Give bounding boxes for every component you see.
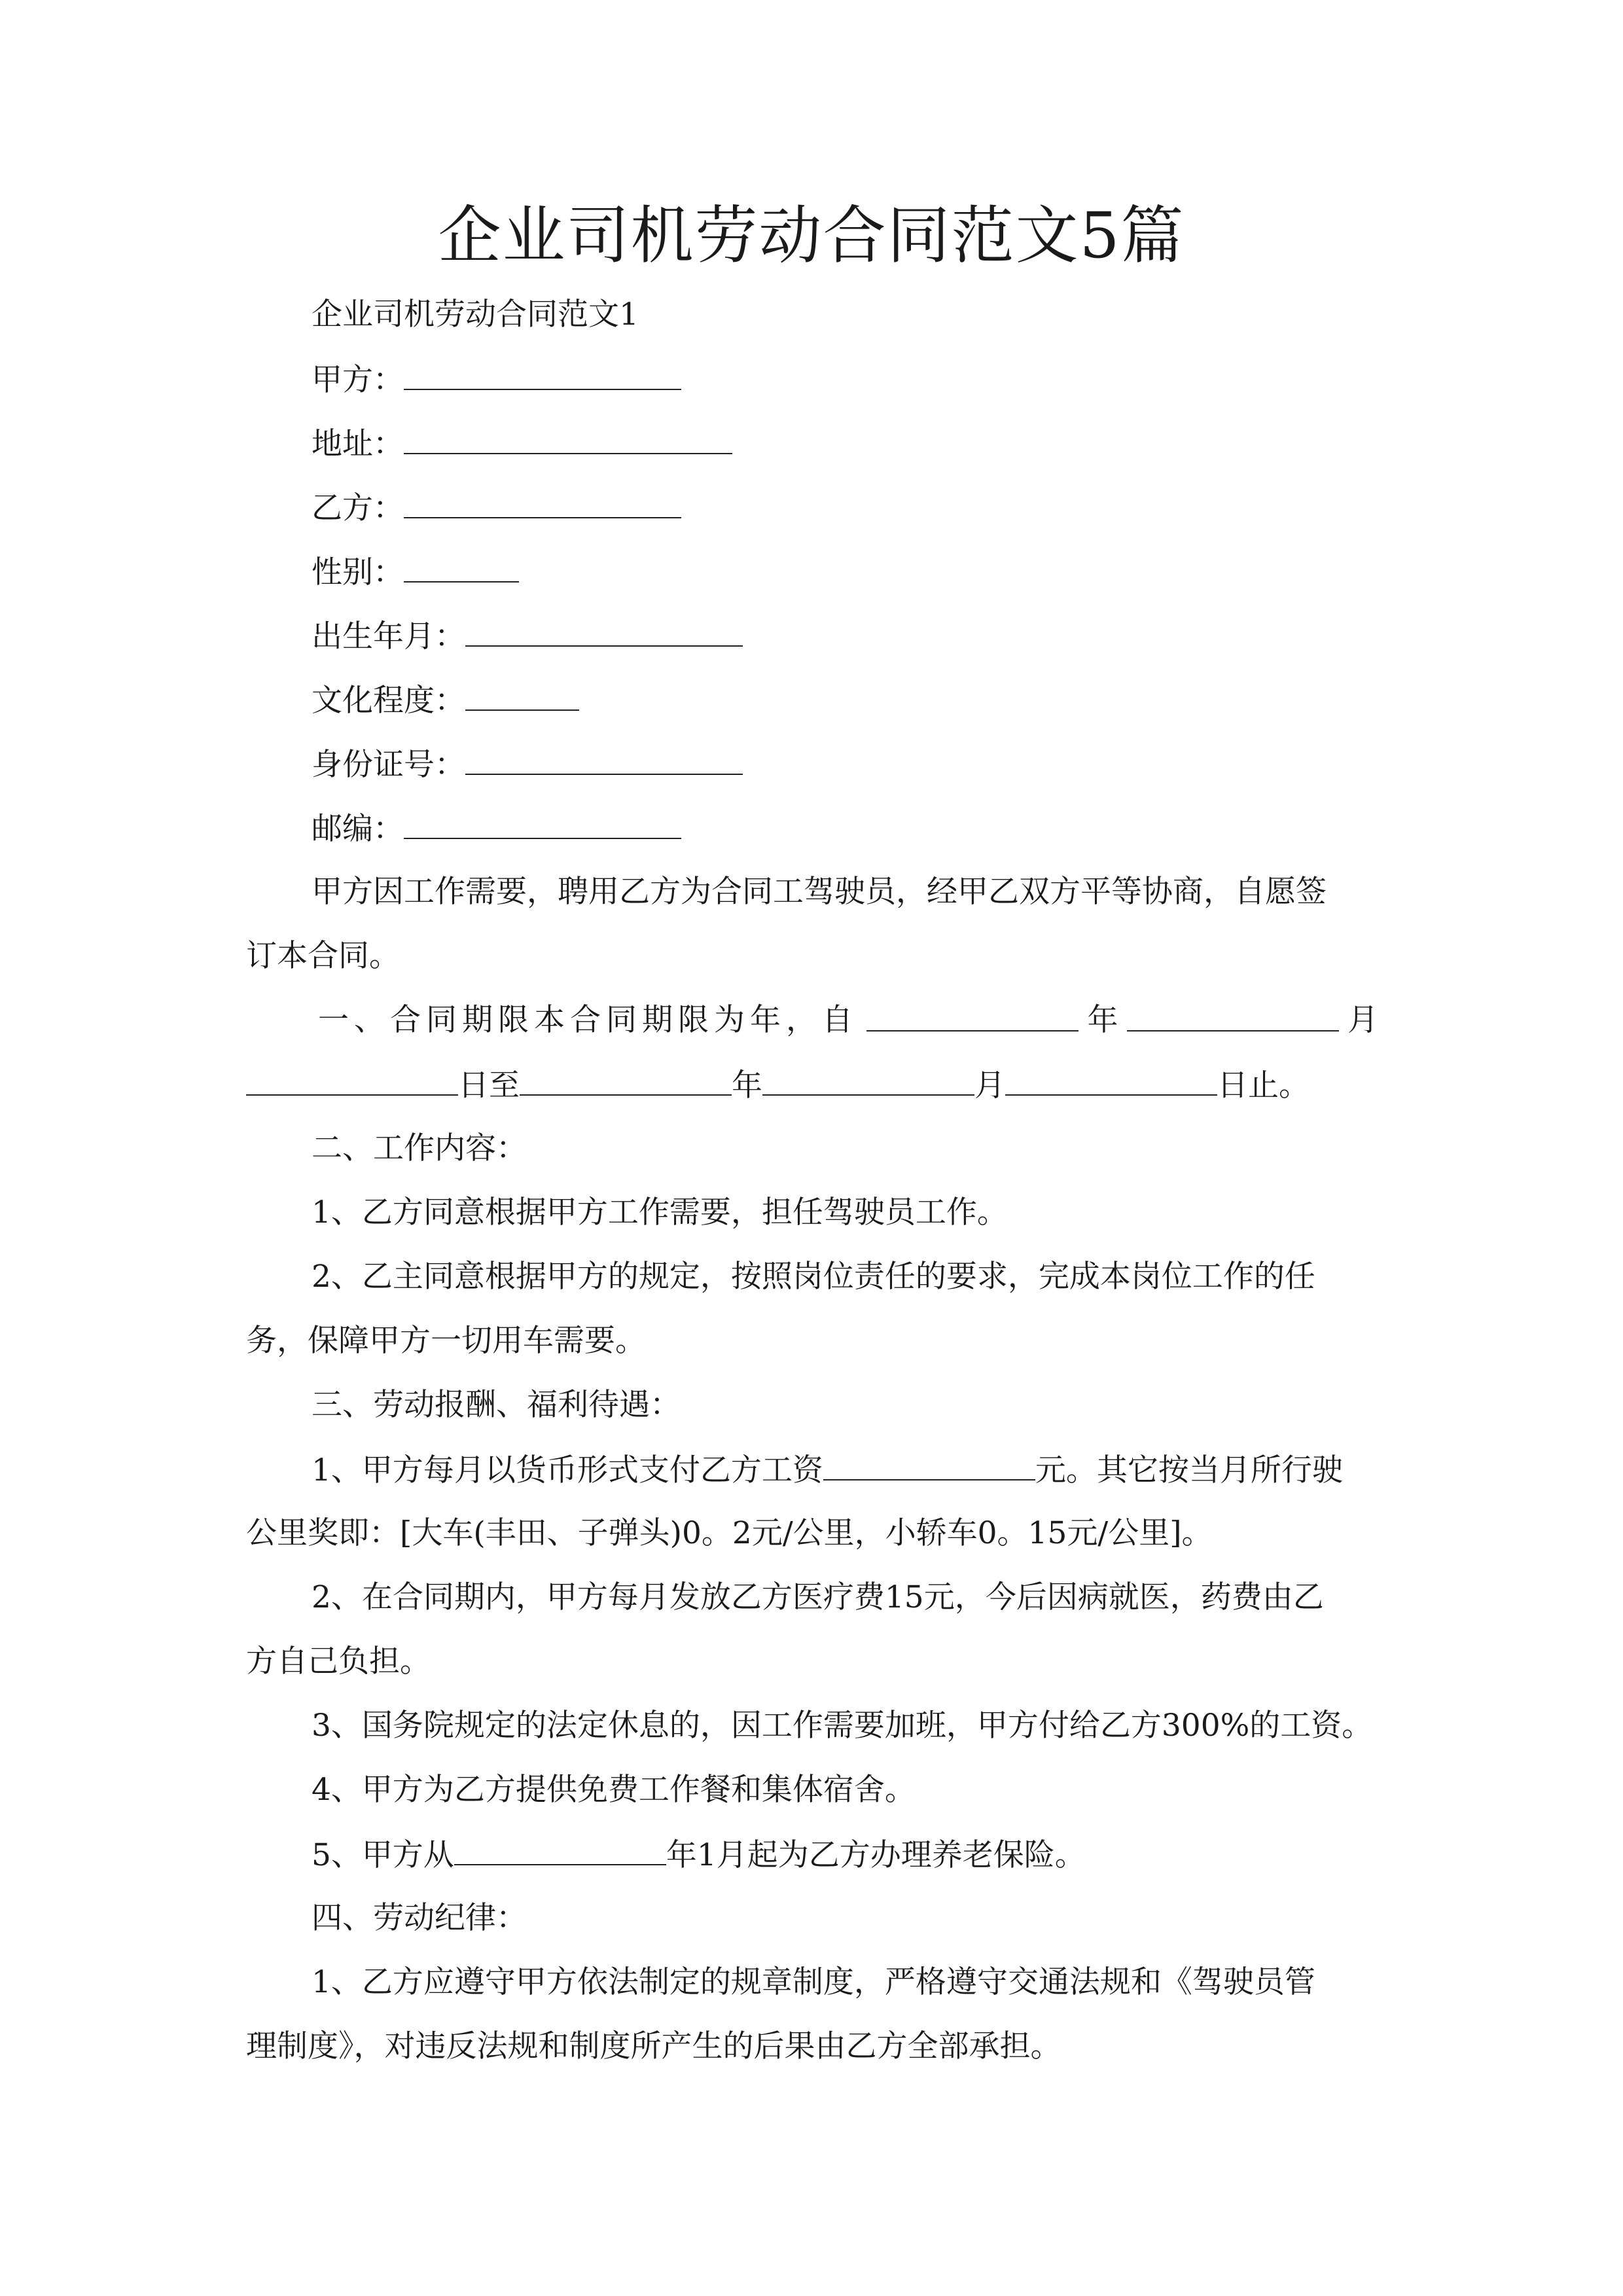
blank-line bbox=[404, 806, 681, 839]
field-label: 文化程度： bbox=[312, 683, 465, 719]
section-3-heading: 三、劳动报酬、福利待遇： bbox=[312, 1387, 681, 1423]
term-day-end: 日止。 bbox=[1217, 1067, 1310, 1103]
blank-line bbox=[866, 999, 1079, 1031]
section-4-item-1-line-2: 理制度》，对违反法规和制度所产生的后果由乙方全部承担。 bbox=[246, 2028, 1061, 2064]
pension-text-2: 年1月起为乙方办理养老保险。 bbox=[666, 1837, 1086, 1873]
salary-text-2: 元。其它按当月所行驶 bbox=[1035, 1452, 1343, 1488]
section-3-item-2-line-2: 方自己负担。 bbox=[246, 1643, 431, 1679]
contract-subtitle: 企业司机劳动合同范文1 bbox=[312, 296, 639, 332]
blank-line bbox=[465, 742, 743, 775]
term-year: 年 bbox=[1087, 1002, 1118, 1038]
blank-line bbox=[404, 486, 681, 518]
field-label: 甲方： bbox=[312, 362, 404, 398]
field-party-a bbox=[312, 357, 681, 402]
field-label: 邮编： bbox=[312, 811, 404, 847]
field-label: 身份证号： bbox=[312, 747, 465, 783]
salary-text: 1、甲方每月以货币形式支付乙方工资 bbox=[312, 1452, 823, 1488]
blank-line bbox=[404, 422, 732, 454]
blank-line bbox=[1127, 999, 1339, 1031]
section-3-item-5 bbox=[312, 1833, 1086, 1877]
field-label: 性别： bbox=[312, 554, 404, 590]
section-3-item-1-line-2: 公里奖即：[大车(丰田、子弹头)0。2元/公里，小轿车0。15元/公里]。 bbox=[246, 1515, 1213, 1551]
field-gender bbox=[312, 550, 519, 594]
intro-line-1: 甲方因工作需要，聘用乙方为合同工驾驶员，经甲乙双方平等协商，自愿签 bbox=[312, 874, 1327, 910]
field-education bbox=[312, 678, 579, 723]
section-3-item-2-line-1: 2、在合同期内，甲方每月发放乙方医疗费15元，今后因病就医，药费由乙 bbox=[312, 1579, 1324, 1615]
field-birth bbox=[312, 614, 743, 658]
term-line-1 bbox=[318, 999, 1378, 1042]
blank-line bbox=[465, 614, 743, 647]
blank-line bbox=[823, 1448, 1035, 1480]
section-4-heading: 四、劳动纪律： bbox=[312, 1900, 527, 1936]
field-address bbox=[312, 422, 732, 466]
field-party-b bbox=[312, 486, 681, 530]
section-2-item-2-line-2: 务，保障甲方一切用车需要。 bbox=[246, 1323, 646, 1359]
term-text: 一、合同期限本合同期限为年，自 bbox=[318, 1002, 858, 1038]
pension-text: 5、甲方从 bbox=[312, 1837, 454, 1873]
intro-line-2: 订本合同。 bbox=[246, 938, 400, 974]
blank-line bbox=[465, 678, 579, 711]
term-month-2: 月 bbox=[974, 1067, 1005, 1103]
blank-line bbox=[404, 357, 681, 390]
section-2-item-2-line-1: 2、乙主同意根据甲方的规定，按照岗位责任的要求，完成本岗位工作的任 bbox=[312, 1259, 1315, 1295]
blank-line bbox=[454, 1833, 666, 1865]
blank-line bbox=[404, 550, 519, 583]
section-3-item-1-line-1 bbox=[312, 1448, 1343, 1492]
section-4-item-1-line-1: 1、乙方应遵守甲方依法制定的规章制度，严格遵守交通法规和《驾驶员管 bbox=[312, 1964, 1315, 2000]
blank-line bbox=[762, 1063, 974, 1096]
document-title: 企业司机劳动合同范文5篇 bbox=[438, 199, 1185, 272]
blank-line bbox=[1005, 1063, 1217, 1096]
term-line-2 bbox=[246, 1063, 1310, 1107]
term-month: 月 bbox=[1347, 1002, 1378, 1038]
field-postcode bbox=[312, 806, 681, 851]
section-3-item-4: 4、甲方为乙方提供免费工作餐和集体宿舍。 bbox=[312, 1772, 916, 1808]
section-3-item-3: 3、国务院规定的法定休息的，因工作需要加班，甲方付给乙方300%的工资。 bbox=[312, 1708, 1373, 1744]
field-label: 出生年月： bbox=[312, 619, 465, 655]
term-day-to: 日至 bbox=[458, 1067, 520, 1103]
section-2-item-1: 1、乙方同意根据甲方工作需要，担任驾驶员工作。 bbox=[312, 1194, 1008, 1230]
field-label: 地址： bbox=[312, 426, 404, 462]
blank-line bbox=[246, 1063, 458, 1096]
field-label: 乙方： bbox=[312, 490, 404, 526]
term-year-2: 年 bbox=[732, 1067, 762, 1103]
field-id-number bbox=[312, 742, 743, 787]
blank-line bbox=[520, 1063, 732, 1096]
section-2-heading: 二、工作内容： bbox=[312, 1130, 527, 1166]
